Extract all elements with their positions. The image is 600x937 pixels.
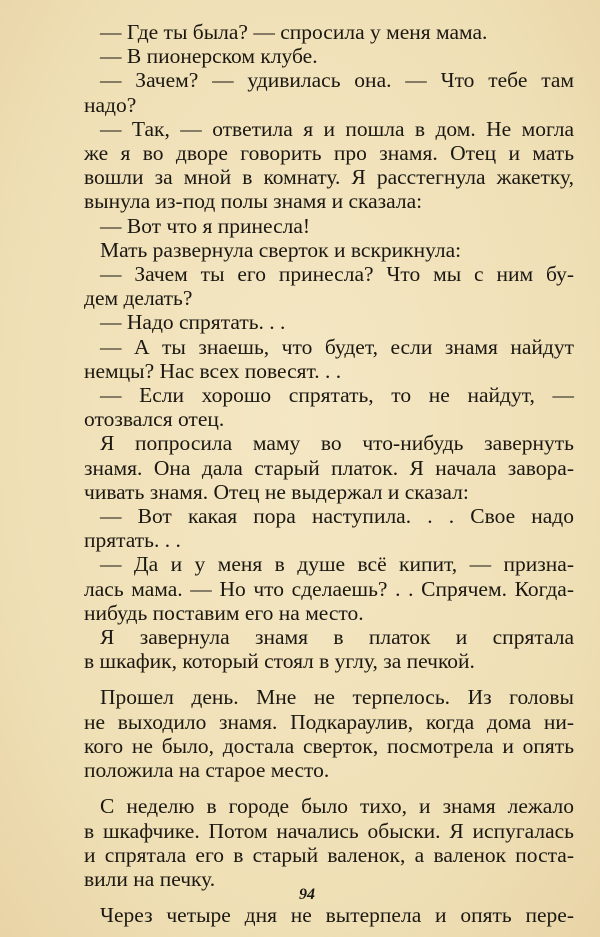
text-line: в шкафчике. Потом начались обыски. Я испугалась [84,818,574,843]
text-line: — Если хорошо спрятать, то не найдут, — [100,383,574,408]
text-line: же я во дворе говорить про знамя. Отец и мать [84,141,574,166]
page-text [84,20,574,927]
text-line: чивать знамя. Отец не выдержал и сказал: [84,479,469,504]
text-line: Прошел день. Мне не терпелось. Из головы [100,685,574,710]
text-line: надо? [84,92,137,117]
text-line: вошли за мной в комнату. Я расстегнула жакетку, [84,165,574,190]
text-line: немцы? Нас всех повесят. . . [84,358,342,383]
text-line: и спрятала его в старый валенок, а валенок поста- [84,842,574,867]
text-line: нибудь поставим его на место. [84,600,364,625]
text-line: положила на старое место. [84,758,330,783]
text-line: в шкафик, который стоял в углу, за печкой. [84,649,475,674]
text-line: — Надо спрятать. . . [100,310,286,335]
text-line: — Так, — ответила я и пошла в дом. Не могла [100,116,574,141]
text-line: кого не было, достала сверток, посмотрела и опять [84,733,574,758]
text-line: лась мама. — Но что сделаешь? . . Спрячем. Когда- [84,576,574,601]
text-line: вили на печку. [84,866,216,891]
text-line: — Да и у меня в душе всё кипит, — призна- [100,552,574,577]
text-line: Мать развернула сверток и вскрикнула: [100,237,462,262]
text-line: дем делать? [84,286,193,311]
text-line: — В пионерском клубе. [100,44,318,69]
text-line: Я попросила маму во что-нибудь завернуть [100,431,574,456]
text-line: вынула из-под полы знамя и сказала: [84,189,423,214]
page-number: 94 [299,886,315,903]
text-line: С неделю в городе было тихо, и знамя лежало [100,794,574,819]
text-line: знамя. Она дала старый платок. Я начала завора- [84,455,574,480]
text-line: — Зачем ты его принесла? Что мы с ним бу- [100,262,574,287]
text-line: прятать. . . [84,528,181,553]
text-line: — Вот какая пора наступила. . . Свое надо [100,504,574,529]
text-line: Я завернула знамя в платок и спрятала [100,625,574,650]
text-line: не выходило знамя. Подкараулив, когда дома ни- [84,709,574,734]
text-line: Через четыре дня не вытерпела и опять пере- [100,903,574,928]
text-line: отозвался отец. [84,407,225,432]
text-line: — Вот что я принесла! [100,213,311,238]
text-line: — Зачем? — удивилась она. — Что тебе там [100,68,574,93]
text-line: — А ты знаешь, что будет, если знамя найдут [100,334,574,359]
text-line: — Где ты была? — спросила у меня мама. [100,20,488,44]
